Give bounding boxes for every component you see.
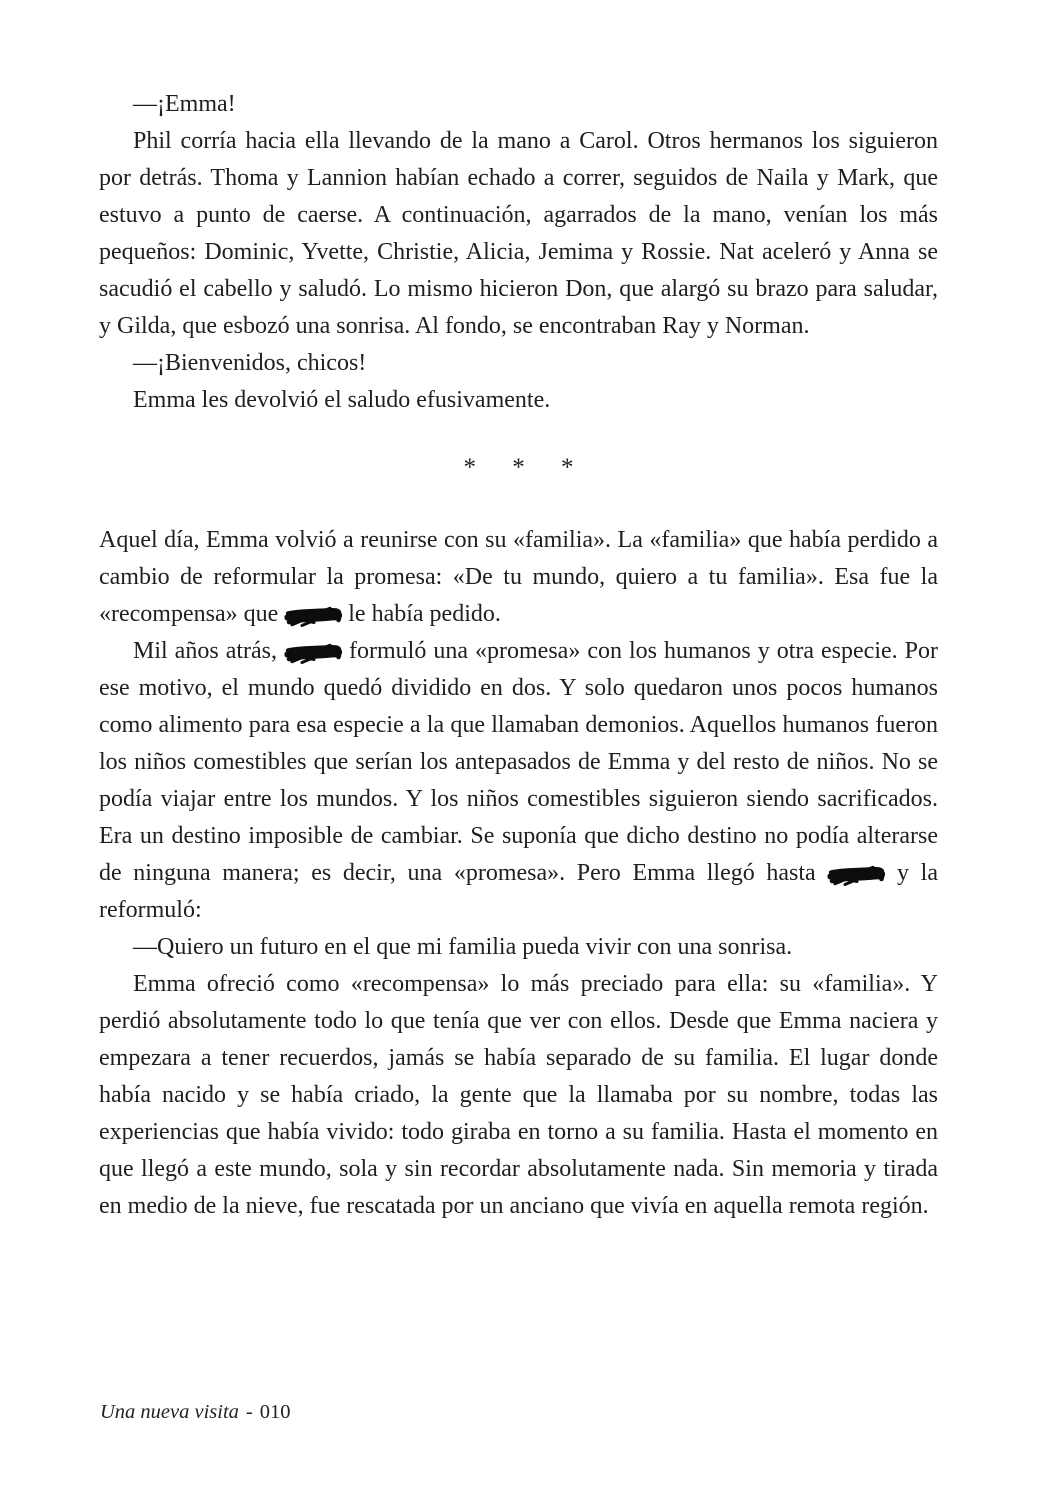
narration-paragraph (99, 123, 938, 345)
redacted-name-scribble (284, 642, 342, 662)
footer-divider: - (245, 1401, 253, 1423)
text-run: y la reformuló: (99, 860, 938, 923)
text-run: Emma les devolvió el saludo efusivamente. (133, 387, 551, 413)
redacted-name-scribble (284, 605, 342, 625)
text-run: Mil años atrás, (133, 638, 285, 664)
text-run: le había pedido. (348, 601, 501, 627)
section-break: * * * (463, 454, 574, 481)
text-run: —¡Bienvenidos, chicos! (133, 350, 367, 376)
dialogue-paragraph (99, 345, 938, 382)
narration-paragraph (99, 633, 938, 929)
narration-paragraph (99, 382, 938, 419)
footer-chapter-title: Una nueva visita (100, 1401, 239, 1423)
text-run: Aquel día, Emma volvió a reunirse con su «familia». La «familia» que había perdido a cambio de reformular la promesa: «De tu mundo, quiero a tu familia». Esa fue la «recompensa» que (99, 527, 938, 627)
text-run: —Quiero un futuro en el que mi familia pueda vivir con una sonrisa. (133, 934, 793, 960)
narration-paragraph (99, 522, 938, 633)
narration-paragraph (99, 966, 938, 1225)
page-text-block (99, 86, 938, 1225)
text-run: Phil corría hacia ella llevando de la mano a Carol. Otros hermanos los siguieron por detrás. Thoma y Lannion habían echado a correr, seguidos de Naila y Mark, que estuvo a punto de caerse. A continuación, agarrados de la mano, venían los más pequeños: Dominic, Yvette, Christie, Alicia, Jemima y Rossie. Nat aceleró y Anna se sacudió el cabello y saludó. Lo mismo hicieron Don, que alargó su brazo para saludar, y Gilda, que esbozó una sonrisa. Al fondo, se encontraban Ray y Norman. (99, 128, 938, 339)
text-run: Emma ofreció como «recompensa» lo más preciado para ella: su «familia». Y perdió absolutamente todo lo que tenía que ver con ellos. Desde que Emma naciera y empezara a tener recuerdos, jamás se había separado de su familia. El lugar donde había nacido y se había criado, la gente que la llamaba por su nombre, todas las experiencias que había vivido: todo giraba en torno a su familia. Hasta el momento en que llegó a este mundo, sola y sin recordar absolutamente nada. Sin memoria y tirada en medio de la nieve, fue rescatada por un anciano que vivía en aquella remota región. (99, 971, 938, 1219)
dialogue-paragraph (99, 86, 938, 123)
page-footer (100, 1398, 291, 1426)
footer-page-number: 010 (259, 1401, 291, 1423)
text-run: —¡Emma! (133, 91, 236, 117)
redacted-name-scribble (827, 864, 885, 884)
text-run: formuló una «promesa» con los humanos y otra especie. Por ese motivo, el mundo quedó dividido en dos. Y solo quedaron unos pocos humanos como alimento para esa especie a la que llamaban demonios. Aquellos humanos fueron los niños comestibles que serían los antepasados de Emma y del resto de niños. No se podía viajar entre los mundos. Y los niños comestibles siguieron siendo sacrificados. Era un destino imposible de cambiar. Se suponía que dicho destino no podía alterarse de ninguna manera; es decir, una «promesa». Pero Emma llegó hasta (99, 638, 938, 886)
dialogue-paragraph (99, 929, 938, 966)
